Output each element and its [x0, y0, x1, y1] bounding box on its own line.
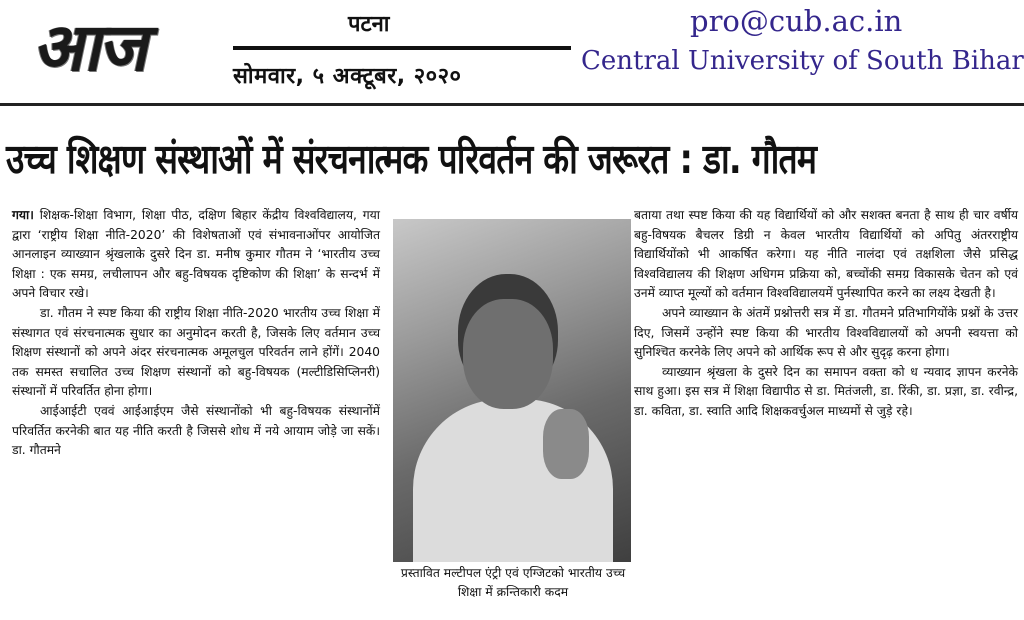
paragraph: गया। शिक्षक-शिक्षा विभाग, शिक्षा पीठ, दक्षिण बिहार केंद्रीय विश्वविद्यालय, गया द्वारा ‘राष्ट्रीय शिक्षा नीति-2020’ की विशेषताओं एवं संभावनाओंपर आयोजित आनलाइन व्याख्यान श्रृंखलाके दुसरे दिन डा. मनीष कुमार गौतम ने ‘भारतीय उच्च शिक्षा : एक समग्र, लचीलापन और बहु-विषयक दृष्टिकोण की शिक्षा’ के सन्दर्भ में अपने विचार रखे।	[12, 208, 380, 301]
photo-caption: प्रस्तावित मल्टीपल एंट्री एवं एग्जिटको भारतीय उच्च शिक्षा में क्रन्तिकारी कदम	[400, 566, 626, 599]
article-column-right	[634, 206, 1018, 422]
paragraph: अपने व्याख्यान के अंतमें प्रश्नोत्तरी सत्र में डा. गौतमने प्रतिभागियोंके प्रश्नों के उत्तर दिए, जिसमें उन्होंने स्पष्ट किया की भारतीय विश्वविद्यालयों को अपनी स्वयत्ता को सुनिश्चित करनेके लिए अपने को आर्थिक रूप से और सुदृढ़ करना होगा।	[634, 305, 1018, 360]
edition-city: पटना	[348, 12, 390, 37]
paragraph: बताया तथा स्पष्ट किया की यह विद्यार्थियों को और सशक्त बनता है साथ ही चार वर्षीय बहु-विषयक बैचलर डिग्री न केवल भारतीय विद्यार्थियों को अपितु अंतरराष्ट्रीय विद्यार्थियोंको भी आकर्षित करेगा। यह नीति नालंदा एवं तक्षशिला जैसे प्रसिद्ध विश्वविद्यालय की शिक्षण अधिगम प्रक्रिया को, बच्चोंकी समग्र विकासके चेतन को एवं उनमें व्याप्त मूल्यों को वर्तमान विश्वविद्यालयमें पुर्नस्थापित करने का लक्ष्य देखती है।	[634, 208, 1018, 301]
header-divider	[0, 103, 1024, 106]
paragraph: आईआईटी एववं आईआईएम जैसे संस्थानोंको भी बहु-विषयक संस्थानोंमें परिवर्तित करनेकी बात यह नीति करती है जिससे शोध में नये आयाम जोड़े जा सकें। डा. गौतमने	[12, 403, 380, 458]
paragraph: डा. गौतम ने स्पष्ट किया की राष्ट्रीय शिक्षा नीति-2020 भारतीय उच्च शिक्षा में संस्थागत एवं संरचनात्मक सुधार का अनुमोदन करती है, जिसके लिए वर्तमान उच्च शिक्षण संस्थानों को अपने अंदर संरचनात्मक अमूलचुल परिवर्तन लाने होंगें। 2040 तक समस्त सचालित उच्च शिक्षण संस्थानों को बहु-विषयक (मल्टीडिसिप्लिनरी) संस्थानों में परिवर्तित होना होगा।	[12, 305, 380, 399]
paragraph: व्याख्यान श्रृंखला के दुसरे दिन का समापन वक्ता को ध न्यवाद ज्ञापन करनेके साथ हुआ। इस सत्र में शिक्षा विद्यापीठ से डा. मितंजली, डा. रिंकी, डा. प्रज्ञा, डा. रवीन्द्र, डा. कविता, डा. स्वाति आदि शिक्षकवर्चुअल माध्यमों से जुड़े रहे।	[634, 364, 1018, 418]
article-column-left	[12, 206, 380, 461]
dateline: गया।	[12, 208, 34, 222]
photo-face	[463, 299, 553, 409]
university-name: Central University of South Bihar	[581, 46, 1024, 76]
masthead	[0, 0, 1024, 100]
edition-date: सोमवार, ५ अक्टूबर, २०२०	[233, 64, 462, 89]
speaker-photo	[393, 219, 631, 562]
newspaper-logo: आज	[29, 9, 159, 86]
article-headline: उच्च शिक्षण संस्थाओं में संरचनात्मक परिवर्तन की जरूरत : डा. गौतम	[6, 135, 817, 183]
contact-email: pro@cub.ac.in	[690, 4, 903, 38]
photo-hand	[543, 409, 589, 479]
masthead-rule	[233, 46, 571, 50]
